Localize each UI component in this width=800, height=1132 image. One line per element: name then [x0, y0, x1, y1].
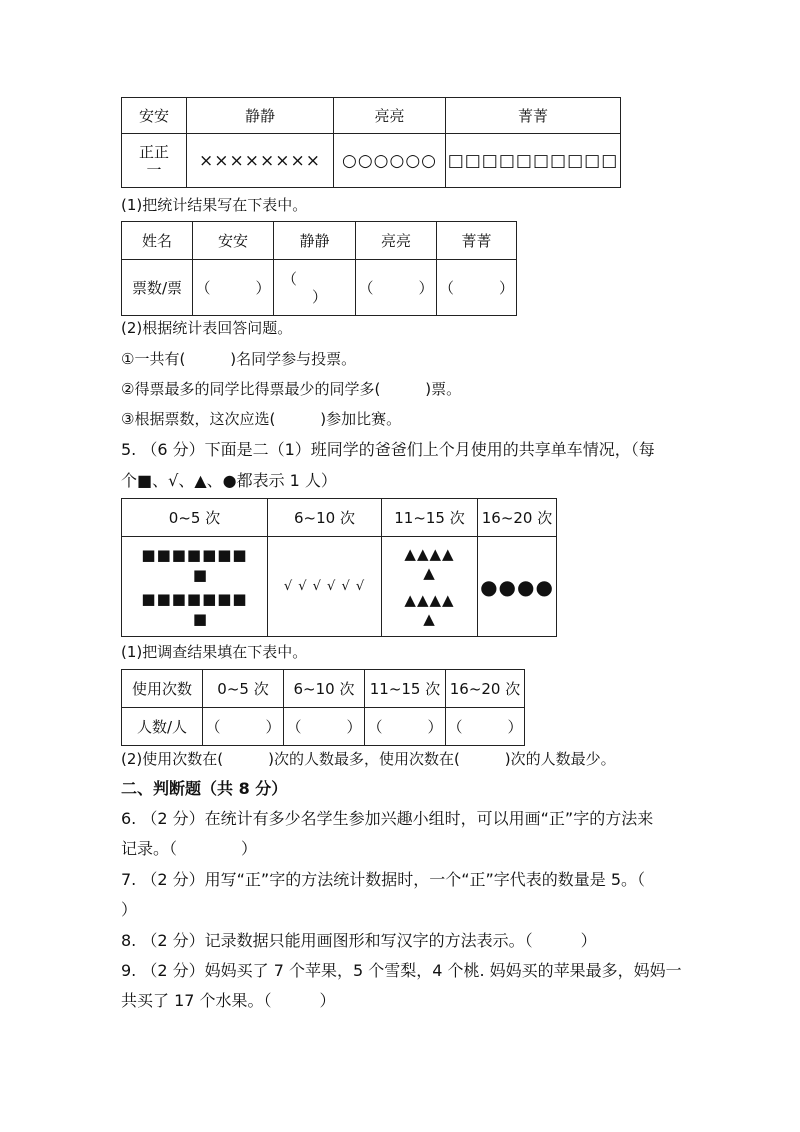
- question-9-line-2: 共买了 17 个水果。（ ）: [121, 991, 336, 1010]
- vote-header-jingjing2: 菁菁: [437, 222, 517, 260]
- triangles-row-3: ▲▲▲▲: [404, 590, 455, 609]
- tally-table: [121, 97, 621, 188]
- tally-cell-jingjing: ××××××××: [187, 134, 334, 188]
- squares-row-2: ■: [192, 565, 209, 584]
- triangles-row-4: ▲: [423, 609, 436, 628]
- usage-header-0-5: 0~5 次: [122, 499, 268, 537]
- vote-header-anan: 安安: [193, 222, 274, 260]
- squares-row-1: ■■■■■■■: [141, 545, 248, 564]
- count-blank-16-20[interactable]: （ ）: [446, 708, 525, 746]
- instruction-4: (2)使用次数在( )次的人数最多，使用次数在( )次的人数最少。: [121, 750, 616, 768]
- vote-blank-liangliang[interactable]: （ ）: [356, 260, 437, 316]
- triangles-row-2: ▲: [423, 563, 436, 582]
- question-6-line-2: 记录。（ ）: [121, 839, 258, 858]
- count-header-6-10: 6~10 次: [284, 670, 365, 708]
- question-7-line-2: ）: [121, 900, 138, 919]
- usage-marks-squares: [122, 537, 268, 637]
- question-7-line-1: 7. （2 分）用写“正”字的方法统计数据时，一个“正”字代表的数量是 5。（: [121, 870, 646, 889]
- squares-row-3: ■■■■■■■: [141, 589, 248, 608]
- vote-blank-jingjing2[interactable]: （ ）: [437, 260, 517, 316]
- sub-question-3: ③根据票数，这次应选( )参加比赛。: [121, 410, 402, 428]
- count-header-0-5: 0~5 次: [203, 670, 284, 708]
- triangles-row-1: ▲▲▲▲: [404, 544, 455, 563]
- tally-cell-anan: 正正 一: [122, 134, 187, 188]
- question-5-line-1: 5. （6 分）下面是二（1）班同学的爸爸们上个月使用的共享单车情况，（每: [121, 440, 655, 459]
- instruction-2: (2)根据统计表回答问题。: [121, 319, 293, 337]
- count-blank-11-15[interactable]: （ ）: [365, 708, 446, 746]
- vote-blank-anan[interactable]: （ ）: [193, 260, 274, 316]
- vote-blank-jingjing[interactable]: （ ）: [274, 260, 356, 316]
- vote-row-label: 票数/票: [122, 260, 193, 316]
- question-5-line-2: 个■、√、▲、●都表示 1 人）: [121, 471, 337, 490]
- tally-header-anan: 安安: [122, 98, 187, 134]
- count-header-11-15: 11~15 次: [365, 670, 446, 708]
- usage-marks-checks: √ √ √ √ √ √: [268, 537, 382, 637]
- count-blank-6-10[interactable]: （ ）: [284, 708, 365, 746]
- question-6-line-1: 6. （2 分）在统计有多少名学生参加兴趣小组时，可以用画“正”字的方法来: [121, 809, 654, 828]
- section-2-heading: 二、判断题（共 8 分）: [121, 779, 288, 798]
- usage-header-11-15: 11~15 次: [382, 499, 478, 537]
- sub-question-2: ②得票最多的同学比得票最少的同学多( )票。: [121, 380, 462, 398]
- vote-table: [121, 221, 517, 316]
- count-header-usage: 使用次数: [122, 670, 203, 708]
- question-8: 8. （2 分）记录数据只能用画图形和写汉字的方法表示。（ ）: [121, 931, 597, 950]
- tally-header-jingjing2: 菁菁: [446, 98, 621, 134]
- tally-header-liangliang: 亮亮: [334, 98, 446, 134]
- instruction-3: (1)把调查结果填在下表中。: [121, 643, 308, 661]
- usage-header-16-20: 16~20 次: [478, 499, 557, 537]
- count-row-label: 人数/人: [122, 708, 203, 746]
- vote-header-jingjing: 静静: [274, 222, 356, 260]
- usage-marks-triangles: [382, 537, 478, 637]
- bike-usage-table: [121, 498, 557, 637]
- question-9-line-1: 9. （2 分）妈妈买了 7 个苹果，5 个雪梨，4 个桃. 妈妈买的苹果最多，妈妈一: [121, 961, 682, 980]
- usage-header-6-10: 6~10 次: [268, 499, 382, 537]
- usage-marks-circles: ●●●●: [478, 537, 557, 637]
- vote-header-liangliang: 亮亮: [356, 222, 437, 260]
- count-header-16-20: 16~20 次: [446, 670, 525, 708]
- tally-cell-liangliang: ○○○○○○: [334, 134, 446, 188]
- sub-question-1: ①一共有( )名同学参与投票。: [121, 350, 357, 368]
- vote-header-name: 姓名: [122, 222, 193, 260]
- count-blank-0-5[interactable]: （ ）: [203, 708, 284, 746]
- usage-count-table: [121, 669, 525, 746]
- tally-cell-jingjing2: □□□□□□□□□□: [446, 134, 621, 188]
- tally-header-jingjing: 静静: [187, 98, 334, 134]
- instruction-1: (1)把统计结果写在下表中。: [121, 196, 308, 214]
- squares-row-4: ■: [192, 609, 209, 628]
